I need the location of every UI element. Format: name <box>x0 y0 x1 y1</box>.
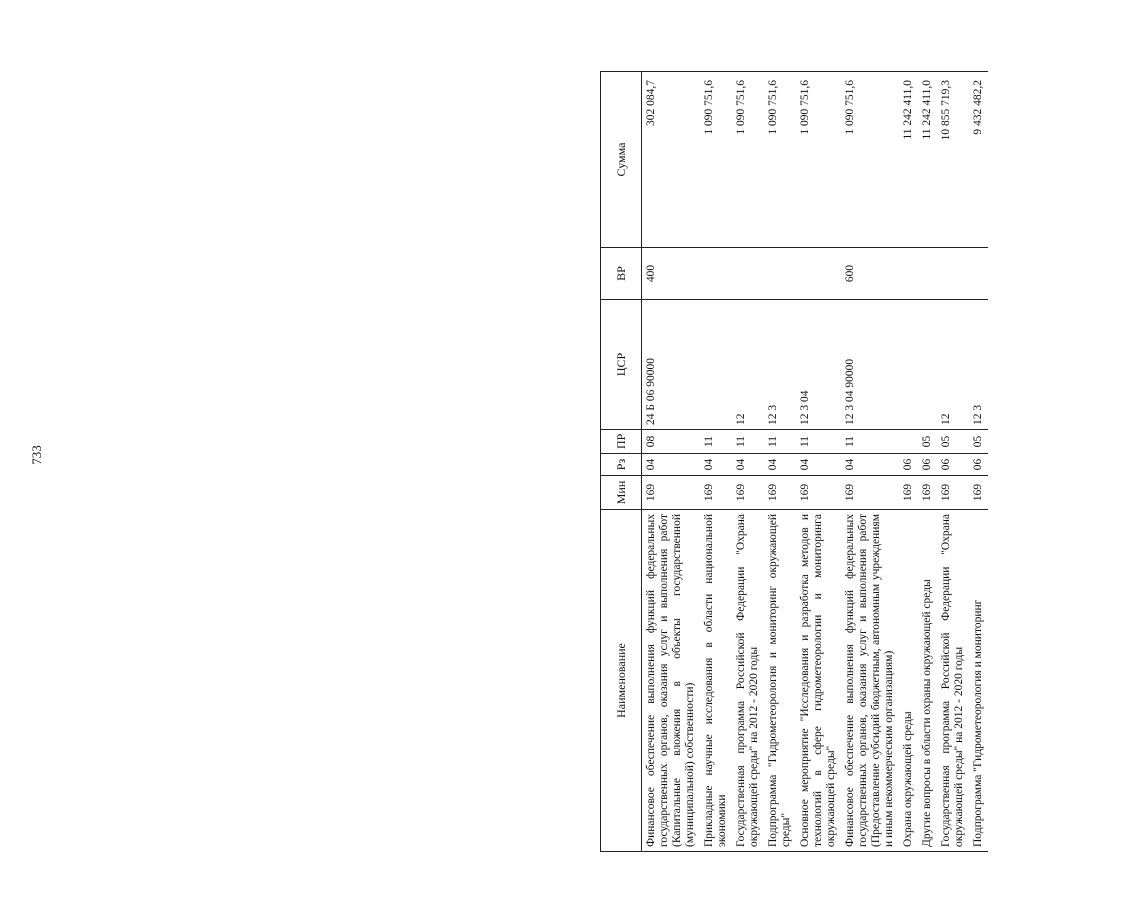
cell-min: 169 <box>899 476 918 510</box>
cell-rz: 04 <box>764 454 796 476</box>
cell-pr: 11 <box>700 430 732 454</box>
table-row <box>969 72 988 852</box>
cell-sum: 1 090 751,6 <box>841 72 899 248</box>
table-row <box>642 72 701 852</box>
cell-vr <box>732 248 764 300</box>
cell-rz: 04 <box>732 454 764 476</box>
cell-name: Основное мероприятие "Исследования и разработка методов и технологий в сфере гидрометеорологии и мониторинга окружающей среды" <box>796 510 841 852</box>
cell-vr <box>796 248 841 300</box>
cell-pr <box>899 430 918 454</box>
cell-name: Подпрограмма "Гидрометеорология и мониторинг <box>969 510 988 852</box>
cell-name: Другие вопросы в области охраны окружающей среды <box>918 510 937 852</box>
cell-sum: 11 242 411,0 <box>899 72 918 248</box>
cell-name: Подпрограмма "Гидрометеорология и мониторинг окружающей среды" <box>764 510 796 852</box>
cell-pr: 05 <box>937 430 969 454</box>
header-pr: ПР <box>601 430 642 454</box>
table-row <box>918 72 937 852</box>
cell-rz: 06 <box>937 454 969 476</box>
cell-sum: 10 855 719,3 <box>937 72 969 248</box>
header-min: Мин <box>601 476 642 510</box>
cell-csr: 24 Б 06 90000 <box>642 300 701 430</box>
cell-name: Государственная программа Российской Федерации "Охрана окружающей среды" на 2012 - 2020 годы <box>732 510 764 852</box>
cell-csr: 12 3 <box>764 300 796 430</box>
cell-rz: 04 <box>841 454 899 476</box>
cell-pr: 11 <box>796 430 841 454</box>
cell-name: Финансовое обеспечение выполнения функций федеральных государственных органов, оказания услуг и выполнения работ (Капитальные вложения в объекты государственной (муниципальной) собственности) <box>642 510 701 852</box>
cell-vr <box>918 248 937 300</box>
cell-csr <box>700 300 732 430</box>
cell-min: 169 <box>732 476 764 510</box>
cell-rz: 04 <box>700 454 732 476</box>
cell-name: Финансовое обеспечение выполнения функций федеральных государственных органов, оказания услуг и выполнения работ (Предоставление субсидий бюджетным, автономным учреждениям и иным некоммерческим организациям) <box>841 510 899 852</box>
table-header <box>601 72 642 852</box>
table-row <box>732 72 764 852</box>
table-body <box>642 72 989 852</box>
cell-csr: 12 3 04 90000 <box>841 300 899 430</box>
cell-vr: 600 <box>841 248 899 300</box>
cell-rz: 04 <box>796 454 841 476</box>
cell-min: 169 <box>841 476 899 510</box>
table-row <box>899 72 918 852</box>
cell-vr: 400 <box>642 248 701 300</box>
cell-vr <box>937 248 969 300</box>
cell-sum: 302 084,7 <box>642 72 701 248</box>
table-row <box>764 72 796 852</box>
table-row <box>796 72 841 852</box>
cell-sum: 1 090 751,6 <box>764 72 796 248</box>
cell-min: 169 <box>764 476 796 510</box>
cell-vr <box>700 248 732 300</box>
cell-min: 169 <box>918 476 937 510</box>
header-vr: ВР <box>601 248 642 300</box>
page-number: 733 <box>29 445 44 465</box>
cell-pr: 05 <box>918 430 937 454</box>
cell-min: 169 <box>700 476 732 510</box>
cell-pr: 08 <box>642 430 701 454</box>
cell-min: 169 <box>937 476 969 510</box>
table-row <box>937 72 969 852</box>
cell-csr <box>918 300 937 430</box>
cell-sum: 11 242 411,0 <box>918 72 937 248</box>
cell-name: Прикладные научные исследования в области национальной экономики <box>700 510 732 852</box>
cell-vr <box>764 248 796 300</box>
cell-pr: 05 <box>969 430 988 454</box>
table-row <box>841 72 899 852</box>
header-csr: ЦСР <box>601 300 642 430</box>
cell-csr: 12 3 <box>969 300 988 430</box>
header-sum: Сумма <box>601 72 642 248</box>
cell-vr <box>969 248 988 300</box>
cell-min: 169 <box>969 476 988 510</box>
cell-sum: 1 090 751,6 <box>796 72 841 248</box>
budget-table-container <box>600 72 1145 852</box>
cell-name: Охрана окружающей среды <box>899 510 918 852</box>
cell-csr <box>899 300 918 430</box>
cell-rz: 04 <box>642 454 701 476</box>
cell-sum: 1 090 751,6 <box>732 72 764 248</box>
cell-min: 169 <box>642 476 701 510</box>
cell-sum: 1 090 751,6 <box>700 72 732 248</box>
cell-pr: 11 <box>732 430 764 454</box>
cell-pr: 11 <box>841 430 899 454</box>
cell-rz: 06 <box>918 454 937 476</box>
cell-name: Государственная программа Российской Федерации "Охрана окружающей среды" на 2012 - 2020 годы <box>937 510 969 852</box>
cell-csr: 12 3 04 <box>796 300 841 430</box>
cell-csr: 12 <box>732 300 764 430</box>
cell-rz: 06 <box>969 454 988 476</box>
table-row <box>700 72 732 852</box>
cell-pr: 11 <box>764 430 796 454</box>
header-rz: Рз <box>601 454 642 476</box>
cell-rz: 06 <box>899 454 918 476</box>
cell-csr: 12 <box>937 300 969 430</box>
cell-sum: 9 432 482,2 <box>969 72 988 248</box>
cell-min: 169 <box>796 476 841 510</box>
header-name: Наименование <box>601 510 642 852</box>
cell-vr <box>899 248 918 300</box>
budget-table <box>600 71 988 852</box>
